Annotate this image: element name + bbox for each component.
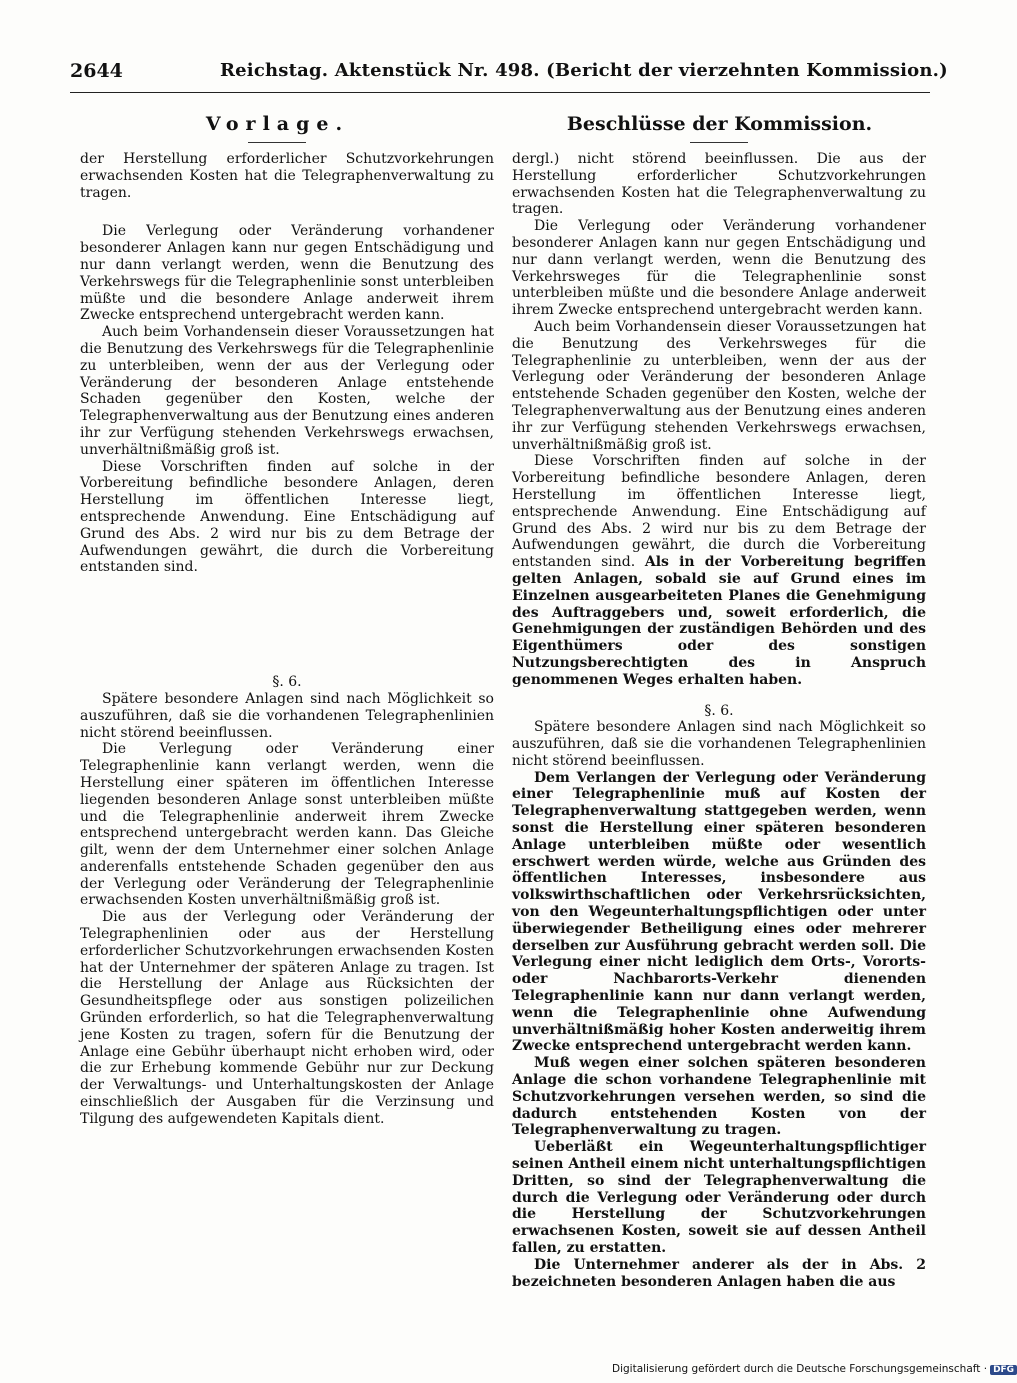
right-column: [512, 151, 926, 1290]
column-title-beschluesse: Beschlüsse der Kommission.: [566, 113, 873, 135]
paragraph: Die Verlegung oder Veränderung vorhandener besonderer Anlagen kann nur gegen Entschädigung und nur dann verlangt werden, wenn die Benutzung des Verkehrswegs für die Telegraphenlinie sonst unterbleiben müßte und die besondere Anlage anderweit ihrem Zwecke entsprechend untergebracht werden kann.: [80, 223, 494, 324]
section-heading: §. 6.: [272, 674, 302, 691]
amendment-paragraph: Muß wegen einer solchen späteren besonderen Anlage die schon vorhandene Telegraphenlinie mit Schutzvorkehrungen versehen werden, so sind die dadurch entstehenden Kosten von der Telegraphenverwaltung zu tragen.: [512, 1055, 926, 1139]
digitization-credit: [612, 1363, 1017, 1375]
running-title: Reichstag. Aktenstück Nr. 498. (Bericht der vierzehnten Kommission.): [220, 60, 948, 81]
dfg-logo: DFG: [990, 1365, 1017, 1375]
paragraph: Die Verlegung oder Veränderung einer Telegraphenlinie kann verlangt werden, wenn die Herstellung einer späteren im öffentlichen Interesse liegenden besonderen Anlage sonst unterbleiben müßte und die Telegraphenlinie anderweit ihrem Zwecke entsprechend untergebracht werden kann. Das Gleiche gilt, wenn der dem Unternehmer einer solchen Anlage anderenfalls entstehende Schaden gegenüber den aus der Verlegung oder Veränderung der Telegraphenlinie erwachsenden Kosten unverhältnißmäßig groß ist.: [80, 741, 494, 909]
amendment-paragraph: Die Unternehmer anderer als der in Abs. 2 bezeichneten besonderen Anlagen haben die aus: [512, 1256, 926, 1290]
title-rule-right: [690, 142, 748, 143]
paragraph: Auch beim Vorhandensein dieser Voraussetzungen hat die Benutzung des Verkehrsweges für die Telegraphenlinie zu unterbleiben, wenn der aus der Verlegung oder Veränderung der besonderen Anlage entstehende Schaden gegenüber den Kosten, welche der Telegraphenverwaltung aus der Benutzung eines anderen ihr zur Verfügung stehenden Verkehrswegs erwachsen, unverhältnißmäßig groß ist.: [512, 318, 926, 453]
credit-text: Digitalisierung gefördert durch die Deutsche Forschungsgemeinschaft ·: [612, 1363, 988, 1375]
left-column: [80, 151, 494, 1128]
paragraph-text: Diese Vorschriften finden auf solche in der Vorbereitung befindliche besondere Anlagen, deren Herstellung im öffentlichen Interesse liegt, entsprechende Anwendung. Eine Entschädigung auf Grund des Abs. 2 wird nur bis zu dem Betrage der Aufwendungen gewährt, die durch die Vorbereitung entstanden sind.: [512, 453, 926, 571]
page-number: 2644: [70, 60, 123, 82]
paragraph: Die aus der Verlegung oder Veränderung der Telegraphenlinien oder aus der Herstellung erforderlicher Schutzvorkehrungen erwachsenden Kosten hat der Unternehmer der späteren Anlage zu tragen. Ist die Herstellung der Anlage aus Rücksichten der Gesundheitspflege oder aus sonstigen polizeilichen Gründen erforderlich, so hat die Telegraphenverwaltung jene Kosten zu tragen, sofern für die Benutzung der Anlage eine Gebühr überhaupt nicht erhoben wird, oder die zur Erhebung kommende Gebühr nur zur Deckung der Verwaltungs- und Unterhaltungskosten der Anlage einschließlich der Ausgaben für die Verzinsung und Tilgung des aufgewendeten Kapitals dient.: [80, 909, 494, 1127]
paragraph: Spätere besondere Anlagen sind nach Möglichkeit so auszuführen, daß sie die vorhandenen Telegraphenlinien nicht störend beeinflussen.: [80, 690, 494, 741]
amendment-paragraph: Ueberläßt ein Wegeunterhaltungspflichtiger seinen Antheil einem nicht unterhaltungspflichtigen Dritten, so sind der Telegraphenverwaltung die durch die Verlegung oder Veränderung oder durch die Herstellung der Schutzvorkehrungen erwachsenen Kosten, soweit sie auf dessen Antheil fallen, zu erstatten.: [512, 1139, 926, 1256]
paragraph: dergl.) nicht störend beeinflussen. Die aus der Herstellung erforderlicher Schutzvorkehrungen erwachsenden Kosten hat die Telegraphenverwaltung zu tragen.: [512, 151, 926, 218]
paragraph: der Herstellung erforderlicher Schutzvorkehrungen erwachsenden Kosten hat die Telegraphenverwaltung zu tragen.: [80, 151, 494, 201]
column-title-vorlage: Vorlage.: [205, 113, 350, 135]
paragraph: [512, 453, 926, 688]
running-header: [0, 60, 1000, 90]
paragraph: Die Verlegung oder Veränderung vorhandener besonderer Anlagen kann nur gegen Entschädigung und nur dann verlangt werden, wenn die Benutzung des Verkehrsweges für die Telegraphenlinie sonst unterbleiben müßte und die besondere Anlage anderweit ihrem Zwecke entsprechend untergebracht werden kann.: [512, 218, 926, 319]
paragraph: Auch beim Vorhandensein dieser Voraussetzungen hat die Benutzung des Verkehrswegs für die Telegraphenlinie zu unterbleiben, wenn der aus der Verlegung oder Veränderung der besonderen Anlage entstehende Schaden gegenüber den Kosten, welche der Telegraphenverwaltung aus der Benutzung eines anderen ihr zur Verfügung stehenden Verkehrswegs erwachsen, unverhältnißmäßig groß ist.: [80, 324, 494, 458]
amendment-text: Als in der Vorbereitung begriffen gelten Anlagen, sobald sie auf Grund eines im Einzelnen ausgearbeiteten Planes die Genehmigung des Auftraggebers und, soweit erforderlich, die Genehmigungen der zuständigen Behörden und des Eigenthümers oder des sonstigen Nutzungsberechtigten des in Anspruch genommenen Weges erhalten haben.: [512, 554, 926, 688]
amendment-paragraph: Dem Verlangen der Verlegung oder Veränderung einer Telegraphenlinie muß auf Kosten der Telegraphenverwaltung stattgegeben werden, wenn sonst die Herstellung einer späteren besonderen Anlage unterbleiben müßte oder wesentlich erschwert werden würde, welche aus Gründen des öffentlichen Interesses, insbesondere aus volkswirthschaftlichen oder Verkehrsrücksichten, von den Wegeunterhaltungspflichtigen oder unter überwiegender Betheiligung eines oder mehrerer derselben zur Ausführung gebracht werden soll. Die Verlegung einer nicht lediglich dem Orts-, Vororts- oder Nachbarorts-Verkehr dienenden Telegraphenlinie kann nur dann verlangt werden, wenn die Telegraphenlinie ohne Aufwendung unverhältnißmäßig hoher Kosten anderweitig ihrem Zwecke entsprechend untergebracht werden kann.: [512, 769, 926, 1055]
paragraph: Spätere besondere Anlagen sind nach Möglichkeit so auszuführen, daß sie die vorhandenen Telegraphenlinien nicht störend beeinflussen.: [512, 719, 926, 769]
title-rule-left: [248, 142, 306, 143]
section-heading: §. 6.: [704, 702, 734, 719]
header-rule: [70, 92, 930, 93]
paragraph: Diese Vorschriften finden auf solche in der Vorbereitung befindliche besondere Anlagen, deren Herstellung im öffentlichen Interesse liegt, entsprechende Anwendung. Eine Entschädigung auf Grund des Abs. 2 wird nur bis zu dem Betrage der Aufwendungen gewährt, die durch die Vorbereitung entstanden sind.: [80, 458, 494, 576]
